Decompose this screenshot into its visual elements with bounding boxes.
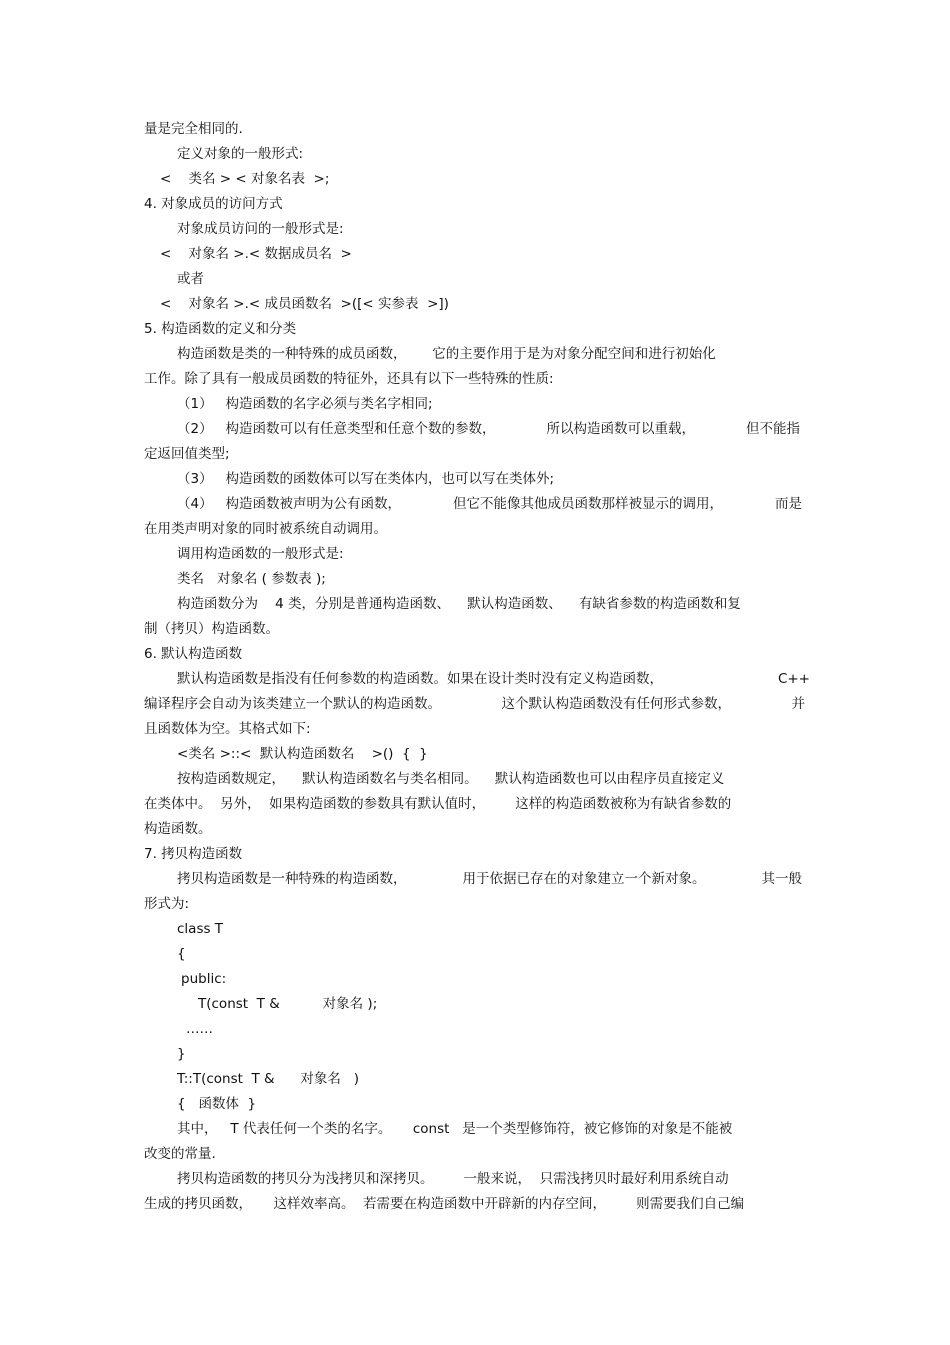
- list-item: [177, 495, 802, 513]
- code-line: }: [177, 1046, 186, 1062]
- text-segment: 但它不能像其他成员函数那样被显示的调用，: [452, 496, 723, 512]
- code-line: {: [177, 946, 186, 962]
- section-heading: 4. 对象成员的访问方式: [144, 196, 283, 212]
- text-line: 量是完全相同的.: [144, 121, 243, 137]
- code-line: class T: [177, 921, 224, 937]
- text-line: 制（拷贝）构造函数。: [144, 621, 279, 637]
- text-segment: 用于依据已存在的对象建立一个新对象。: [462, 871, 706, 887]
- text-line: 构造函数是类的一种特殊的成员函数， 它的主要作用于是为对象分配空间和进行初始化: [177, 346, 716, 362]
- text-segment: 但不能指: [746, 421, 800, 437]
- code-line: 类名 对象名 ( 参数表 );: [177, 571, 326, 587]
- text-segment: 编译程序会自动为该类建立一个默认的构造函数。: [144, 696, 441, 712]
- code-line: < 对象名 >.< 数据成员名 >: [160, 246, 352, 262]
- text-segment: 所以构造函数可以重载，: [546, 421, 695, 437]
- text-segment: 这个默认构造函数没有任何形式参数，: [501, 696, 731, 712]
- section-heading: 5. 构造函数的定义和分类: [144, 321, 297, 337]
- list-item: （1） 构造函数的名字必须与类名字相同;: [177, 396, 433, 412]
- text-segment: 拷贝构造函数是一种特殊的构造函数，: [177, 871, 407, 887]
- text-line: 定返回值类型;: [144, 446, 230, 462]
- text-line: 对象成员访问的一般形式是:: [177, 221, 344, 237]
- text-segment: （2） 构造函数可以有任意类型和任意个数的参数，: [177, 421, 496, 437]
- text-segment: C++: [777, 671, 810, 687]
- text-segment: 并: [791, 696, 805, 712]
- section-heading: 6. 默认构造函数: [144, 646, 243, 662]
- code-line: < 类名 > < 对象名表 >;: [160, 171, 330, 187]
- text-segment: 而是: [775, 496, 802, 512]
- text-line: 拷贝构造函数的拷贝分为浅拷贝和深拷贝。 一般来说， 只需浅拷贝时最好利用系统自动: [177, 1171, 729, 1187]
- text-line: 或者: [177, 271, 204, 287]
- text-line: 定义对象的一般形式:: [177, 146, 304, 162]
- code-line: < 对象名 >.< 成员函数名 >([< 实参表 >]): [160, 296, 449, 312]
- text-segment: 其一般: [761, 871, 802, 887]
- text-segment: 默认构造函数是指没有任何参数的构造函数。如果在设计类时没有定义构造函数，: [177, 671, 663, 687]
- code-line: <类名 >::< 默认构造函数名 >() { }: [177, 746, 428, 762]
- text-line: [144, 695, 805, 713]
- code-line: public:: [181, 971, 227, 987]
- text-line: 改变的常量.: [144, 1146, 216, 1162]
- text-line: 在用类声明对象的同时被系统自动调用。: [144, 521, 387, 537]
- text-line: [177, 670, 810, 688]
- text-line: 形式为:: [144, 896, 190, 912]
- text-line: 工作。除了具有一般成员函数的特征外，还具有以下一些特殊的性质:: [144, 371, 554, 387]
- text-line: 构造函数分为 4 类，分别是普通构造函数、 默认构造函数、 有缺省参数的构造函数和复: [177, 596, 741, 612]
- list-item: （3） 构造函数的函数体可以写在类体内，也可以写在类体外;: [177, 471, 555, 487]
- text-line: 生成的拷贝函数， 这样效率高。 若需要在构造函数中开辟新的内存空间， 则需要我们自己编: [144, 1196, 745, 1212]
- text-line: 在类体中。 另外， 如果构造函数的参数具有默认值时， 这样的构造函数被称为有缺省参数的: [144, 796, 732, 812]
- list-item: [177, 420, 800, 438]
- text-line: 调用构造函数的一般形式是:: [177, 546, 344, 562]
- code-line: T(const T & 对象名 );: [198, 996, 378, 1012]
- code-line: ……: [186, 1021, 213, 1037]
- text-line: 且函数体为空。其格式如下:: [144, 721, 311, 737]
- text-segment: （4） 构造函数被声明为公有函数，: [177, 496, 401, 512]
- code-line: { 函数体 }: [177, 1096, 257, 1112]
- text-line: [177, 870, 802, 888]
- text-line: 构造函数。: [144, 821, 212, 837]
- text-line: 按构造函数规定， 默认构造函数名与类名相同。 默认构造函数也可以由程序员直接定义: [177, 771, 725, 787]
- text-line: 其中， T 代表任何一个类的名字。 const 是一个类型修饰符，被它修饰的对象是不能被: [177, 1121, 733, 1137]
- code-line: T::T(const T & 对象名 ): [177, 1071, 359, 1087]
- section-heading: 7. 拷贝构造函数: [144, 846, 243, 862]
